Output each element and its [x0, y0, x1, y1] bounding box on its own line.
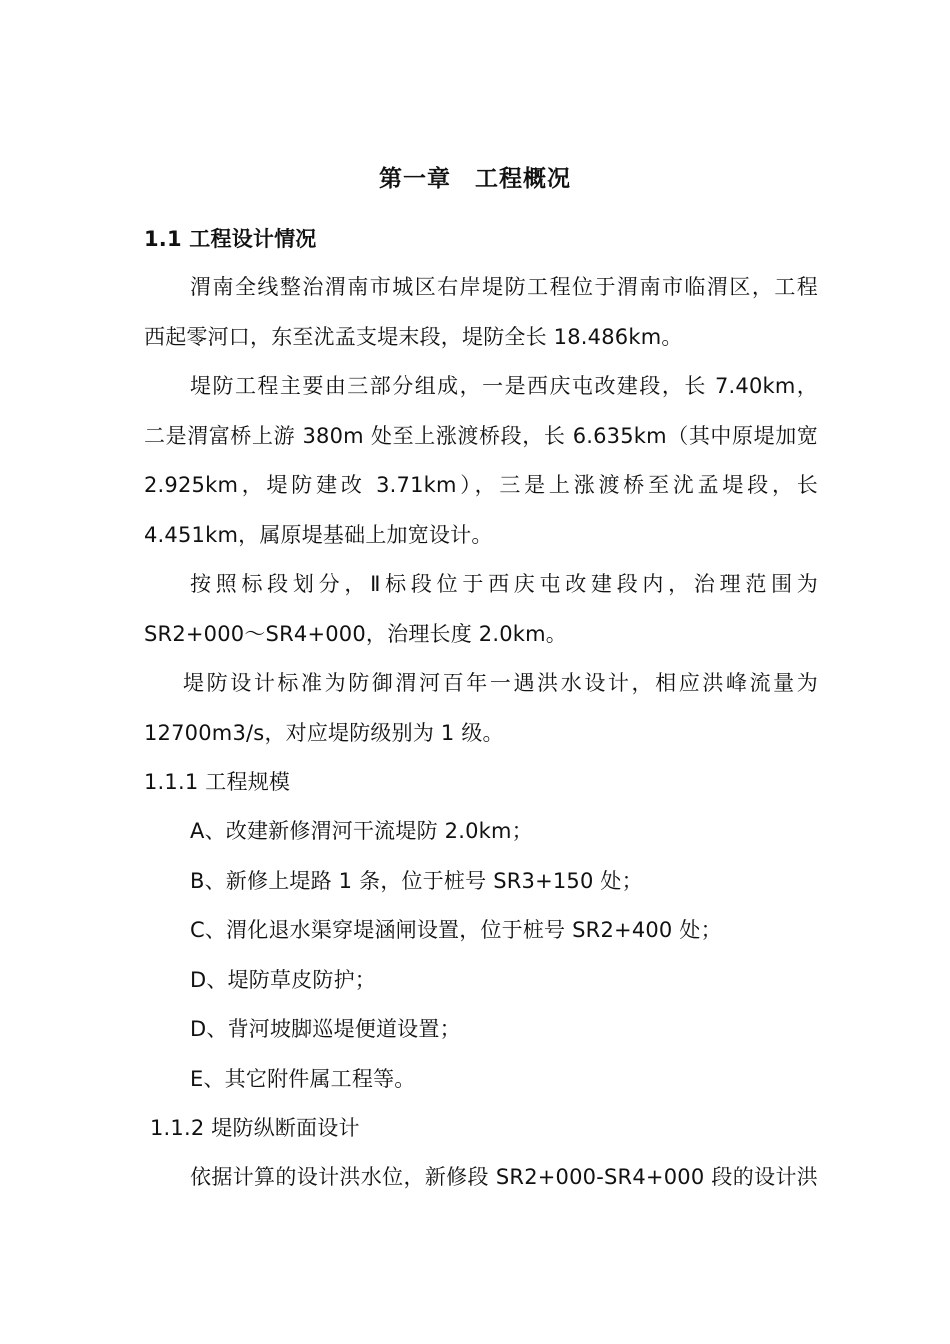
list-item: C、渭化退水渠穿堤涵闸设置，位于桩号 SR2+400 处； — [190, 918, 722, 942]
paragraph-line: 12700m3/s，对应堤防级别为 1 级。 — [144, 721, 504, 745]
paragraph-line: 堤防工程主要由三部分组成，一是西庆屯改建段，长 7.40km， — [190, 374, 818, 398]
paragraph-line: 堤防设计标准为防御渭河百年一遇洪水设计，相应洪峰流量为 — [183, 671, 818, 695]
section-heading-1-1-1: 1.1.1 工程规模 — [144, 770, 291, 794]
paragraph-line: 依据计算的设计洪水位，新修段 SR2+000-SR4+000 段的设计洪 — [190, 1165, 818, 1189]
paragraph-line: SR2+000～SR4+000，治理长度 2.0km。 — [144, 622, 568, 646]
list-item: D、堤防草皮防护； — [190, 968, 376, 992]
paragraph-line: 2.925km，堤防建改 3.71km），三是上涨渡桥至沋孟堤段，长 — [144, 473, 818, 497]
paragraph-line: 西起零河口，东至沋孟支堤末段，堤防全长 18.486km。 — [144, 325, 683, 349]
list-item: E、其它附件属工程等。 — [190, 1067, 416, 1091]
paragraph-line: 二是渭富桥上游 380m 处至上涨渡桥段，长 6.635km（其中原堤加宽 — [144, 424, 818, 448]
list-item: A、改建新修渭河干流堤防 2.0km； — [190, 819, 533, 843]
chapter-title: 第一章 工程概况 — [379, 166, 571, 192]
section-heading-1-1-2: 1.1.2 堤防纵断面设计 — [150, 1116, 360, 1140]
section-heading-1-1: 1.1 工程设计情况 — [144, 227, 317, 251]
paragraph-line: 按照标段划分，Ⅱ标段位于西庆屯改建段内，治理范围为 — [190, 572, 818, 596]
paragraph-line: 4.451km，属原堤基础上加宽设计。 — [144, 523, 493, 547]
list-item: D、背河坡脚巡堤便道设置； — [190, 1017, 461, 1041]
paragraph-line: 渭南全线整治渭南市城区右岸堤防工程位于渭南市临渭区，工程 — [190, 275, 818, 299]
list-item: B、新修上堤路 1 条，位于桩号 SR3+150 处； — [190, 869, 643, 893]
